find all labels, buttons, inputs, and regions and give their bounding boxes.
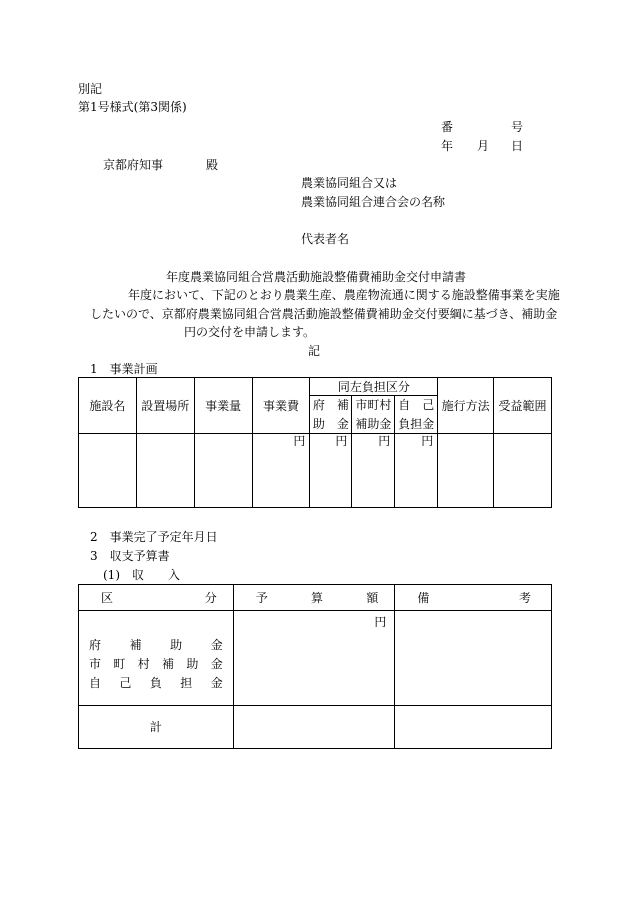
row-pref-subsidy: 府 補 助 金 bbox=[89, 637, 223, 652]
header-yosan bbox=[233, 585, 395, 611]
row-city-subsidy: 市 町 村 補 助 金 bbox=[89, 656, 223, 671]
annex-label: 別記 bbox=[78, 82, 103, 96]
header-method: 施行方法 bbox=[438, 378, 494, 434]
header-facility: 施設名 bbox=[79, 378, 137, 434]
total-amount-cell bbox=[233, 706, 395, 749]
remarks-cell bbox=[395, 611, 552, 706]
biko-bi: 備 bbox=[417, 590, 430, 605]
yosan-gaku: 額 bbox=[366, 590, 379, 605]
cell-self: 円 bbox=[395, 434, 438, 508]
kubun-bun: 分 bbox=[204, 590, 217, 605]
header-biko bbox=[395, 585, 552, 611]
applicant-line2: 農業協同組合連合会の名称 bbox=[301, 195, 446, 209]
year-label: 年 bbox=[441, 139, 454, 153]
income-subtitle: (1) 収 入 bbox=[103, 568, 180, 582]
cell-method bbox=[438, 434, 494, 508]
cell-location bbox=[136, 434, 194, 508]
header-city-2: 補助金 bbox=[352, 415, 395, 434]
day-label: 日 bbox=[511, 139, 524, 153]
project-plan-table bbox=[78, 377, 552, 508]
total-remarks-cell bbox=[395, 706, 552, 749]
header-pref-1: 府 補 bbox=[310, 396, 352, 415]
yosan-yo: 予 bbox=[255, 590, 268, 605]
header-self-1: 自 己 bbox=[395, 396, 438, 415]
header-kubun bbox=[79, 585, 234, 611]
number-suffix: 号 bbox=[511, 120, 524, 134]
cell-cost: 円 bbox=[252, 434, 310, 508]
cell-facility bbox=[79, 434, 137, 508]
biko-ko: 考 bbox=[518, 590, 531, 605]
total-label: 計 bbox=[79, 706, 234, 749]
yosan-san: 算 bbox=[311, 590, 324, 605]
body-line1: 年度において、下記のとおり農業生産、農産物流通に関する施設整備事業を実施 bbox=[128, 288, 560, 302]
header-location: 設置場所 bbox=[136, 378, 194, 434]
income-items-cell bbox=[79, 611, 234, 706]
section3-title: 3 収支予算書 bbox=[90, 549, 170, 563]
addressee-name: 京都府知事 bbox=[103, 158, 164, 172]
cell-benefit bbox=[494, 434, 552, 508]
body-line3: 円の交付を申請します。 bbox=[184, 325, 316, 339]
income-table bbox=[78, 584, 552, 749]
representative-label: 代表者名 bbox=[301, 232, 350, 246]
cell-city: 円 bbox=[352, 434, 395, 508]
header-self-2: 負担金 bbox=[395, 415, 438, 434]
month-label: 月 bbox=[477, 139, 490, 153]
kubun-ku: 区 bbox=[101, 590, 114, 605]
header-burden: 同左負担区分 bbox=[310, 378, 438, 396]
cell-pref: 円 bbox=[310, 434, 352, 508]
budget-amount-cell: 円 bbox=[233, 611, 395, 706]
row-self-burden: 自 己 負 担 金 bbox=[89, 675, 223, 690]
ki-label: 記 bbox=[308, 344, 321, 358]
header-pref-2: 助 金 bbox=[310, 415, 352, 434]
form-number: 第1号様式(第3関係) bbox=[78, 100, 187, 114]
header-city-1: 市町村 bbox=[352, 396, 395, 415]
addressee-honorific: 殿 bbox=[206, 158, 219, 172]
applicant-line1: 農業協同組合又は bbox=[301, 176, 398, 190]
section1-title: 1 事業計画 bbox=[90, 362, 158, 376]
body-line2: したいので、京都府農業協同組合営農活動施設整備費補助金交付要綱に基づき、補助金 bbox=[90, 307, 558, 321]
section2-title: 2 事業完了予定年月日 bbox=[90, 530, 218, 544]
number-label: 番 bbox=[441, 120, 454, 134]
header-cost: 事業費 bbox=[252, 378, 310, 434]
cell-quantity bbox=[194, 434, 252, 508]
header-quantity: 事業量 bbox=[194, 378, 252, 434]
header-benefit: 受益範囲 bbox=[494, 378, 552, 434]
document-title: 年度農業協同組合営農活動施設整備費補助金交付申請書 bbox=[166, 270, 467, 284]
